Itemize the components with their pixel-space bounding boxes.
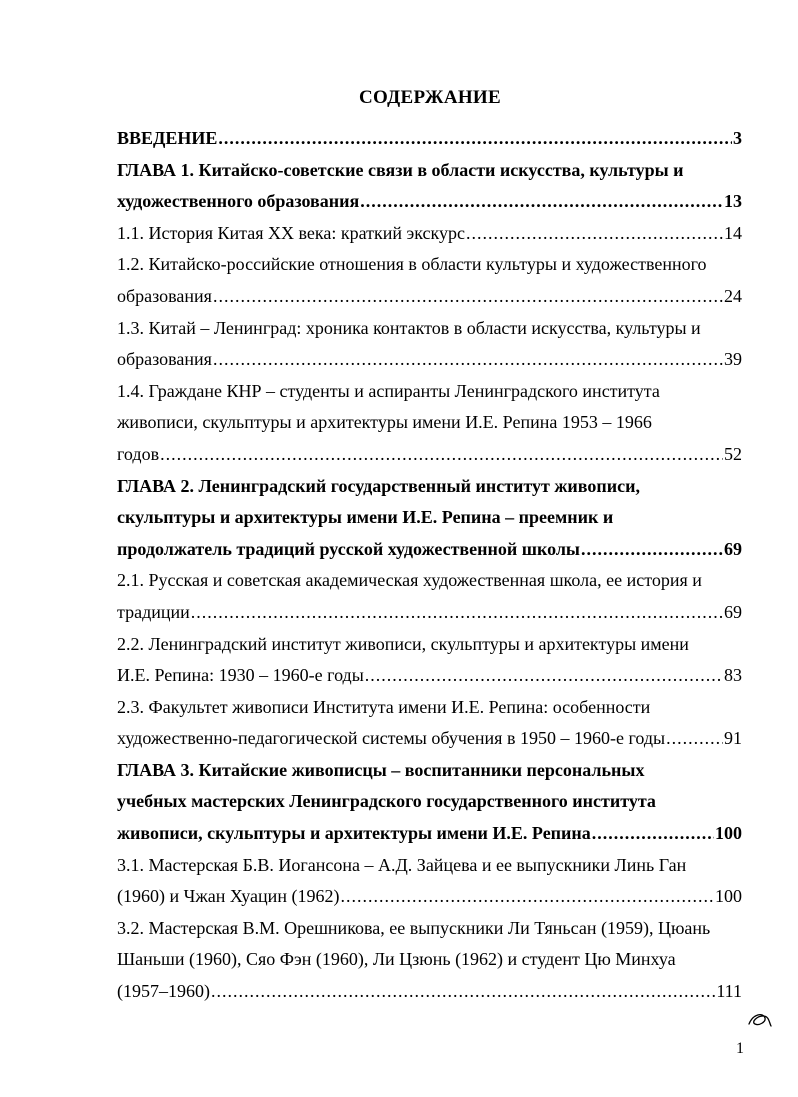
dot-leader: [581, 534, 723, 566]
toc-entry-text: продолжатель традиций русской художественной школы: [117, 538, 580, 559]
toc-entry-line: 3.1. Мастерская Б.В. Иогансона – А.Д. Зайцева и ее выпускники Линь Ган: [117, 854, 687, 875]
toc-entry-text: 1.1. История Китая ХХ века: краткий экскурс: [117, 222, 466, 243]
toc-page-number: 13: [724, 191, 742, 212]
toc-entry-last-line: [117, 439, 742, 471]
handwritten-initial-icon: [745, 1008, 775, 1032]
dot-leader: [213, 344, 723, 376]
toc-entry-text: образования: [117, 349, 212, 370]
toc-entry-last-line: [117, 218, 742, 250]
toc-page-number: 100: [715, 823, 742, 844]
toc-entry-line: 1.2. Китайско-российские отношения в области культуры и художественного: [117, 254, 707, 275]
toc-entry: [117, 218, 742, 250]
toc-entry-text: художественно-педагогической системы обучения в 1950 – 1960-е годы: [117, 728, 666, 749]
toc-entry: [117, 913, 742, 1008]
toc-entry-line: 3.2. Мастерская В.М. Орешникова, ее выпускники Ли Тяньсан (1959), Цюань: [117, 917, 711, 938]
toc-page-number: 52: [724, 443, 742, 464]
toc-entry: [117, 123, 742, 155]
toc-entry-line: ГЛАВА 1. Китайско-советские связи в области искусства, культуры и: [117, 159, 684, 180]
toc-entry-last-line: [117, 660, 742, 692]
dot-leader: [213, 281, 723, 313]
toc-entry: [117, 249, 742, 312]
toc-entry-last-line: [117, 976, 742, 1008]
dot-leader: [191, 597, 723, 629]
toc-entry: [117, 471, 742, 566]
toc-entry: [117, 565, 742, 628]
dot-leader: [466, 218, 723, 250]
toc-entry-last-line: [117, 818, 742, 850]
toc-entry-line: 2.3. Факультет живописи Института имени И.Е. Репина: особенности: [117, 696, 651, 717]
toc-entry-line: учебных мастерских Ленинградского государственного института: [117, 791, 656, 812]
toc-page-number: 24: [724, 285, 742, 306]
toc-entry: [117, 376, 742, 471]
toc-entry-text: И.Е. Репина: 1930 – 1960-е годы: [117, 665, 364, 686]
toc-entry: [117, 692, 742, 755]
toc-entry-line: 1.4. Граждане КНР – студенты и аспиранты Ленинградского института: [117, 380, 660, 401]
table-of-contents: [117, 123, 742, 1008]
page-title: СОДЕРЖАНИЕ: [359, 87, 501, 108]
toc-entry-last-line: [117, 344, 742, 376]
toc-page-number: 100: [715, 886, 742, 907]
toc-entry-line: 1.3. Китай – Ленинград: хроника контактов в области искусства, культуры и: [117, 317, 701, 338]
toc-page-number: 111: [716, 981, 742, 1002]
toc-entry: [117, 850, 742, 913]
toc-entry-text: ВВЕДЕНИЕ: [117, 128, 218, 148]
toc-entry-line: Шаньши (1960), Сяо Фэн (1960), Ли Цзюнь (1962) и студент Цю Минхуа: [117, 949, 676, 970]
toc-page-number: 14: [724, 222, 742, 243]
dot-leader: [666, 723, 723, 755]
dot-leader: [365, 660, 723, 692]
dot-leader: [218, 123, 732, 155]
toc-entry-text: образования: [117, 285, 212, 306]
toc-page-number: 3: [733, 128, 742, 148]
toc-entry-last-line: [117, 723, 742, 755]
toc-entry-line: 2.2. Ленинградский институт живописи, скульптуры и архитектуры имени: [117, 633, 689, 654]
toc-entry-line: ГЛАВА 3. Китайские живописцы – воспитанники персональных: [117, 759, 645, 780]
toc-page-number: 69: [724, 601, 742, 622]
dot-leader: [160, 439, 723, 471]
toc-entry: [117, 313, 742, 376]
toc-entry: [117, 155, 742, 218]
page-number: 1: [736, 1040, 744, 1057]
toc-entry-last-line: [117, 123, 742, 155]
toc-page-number: 91: [724, 728, 742, 749]
dot-leader: [340, 881, 714, 913]
dot-leader: [211, 976, 715, 1008]
toc-page-number: 39: [724, 349, 742, 370]
toc-entry-text: (1957–1960): [117, 981, 210, 1002]
toc-entry-line: ГЛАВА 2. Ленинградский государственный институт живописи,: [117, 475, 640, 496]
toc-entry-last-line: [117, 597, 742, 629]
dot-leader: [592, 818, 714, 850]
toc-entry: [117, 629, 742, 692]
toc-entry-text: традиции: [117, 601, 190, 622]
toc-entry: [117, 755, 742, 850]
toc-entry-line: скульптуры и архитектуры имени И.Е. Репина – преемник и: [117, 507, 614, 528]
dot-leader: [360, 186, 723, 218]
toc-entry-line: 2.1. Русская и советская академическая художественная школа, ее история и: [117, 570, 702, 591]
toc-page-number: 69: [724, 538, 742, 559]
toc-entry-text: (1960) и Чжан Хуацин (1962): [117, 886, 340, 907]
toc-entry-text: живописи, скульптуры и архитектуры имени И.Е. Репина: [117, 823, 591, 844]
toc-entry-last-line: [117, 281, 742, 313]
toc-entry-text: годов: [117, 443, 160, 464]
toc-entry-last-line: [117, 534, 742, 566]
toc-entry-last-line: [117, 186, 742, 218]
toc-page-number: 83: [724, 665, 742, 686]
toc-entry-text: художественного образования: [117, 191, 360, 212]
toc-entry-line: живописи, скульптуры и архитектуры имени И.Е. Репина 1953 – 1966: [117, 412, 652, 433]
toc-entry-last-line: [117, 881, 742, 913]
